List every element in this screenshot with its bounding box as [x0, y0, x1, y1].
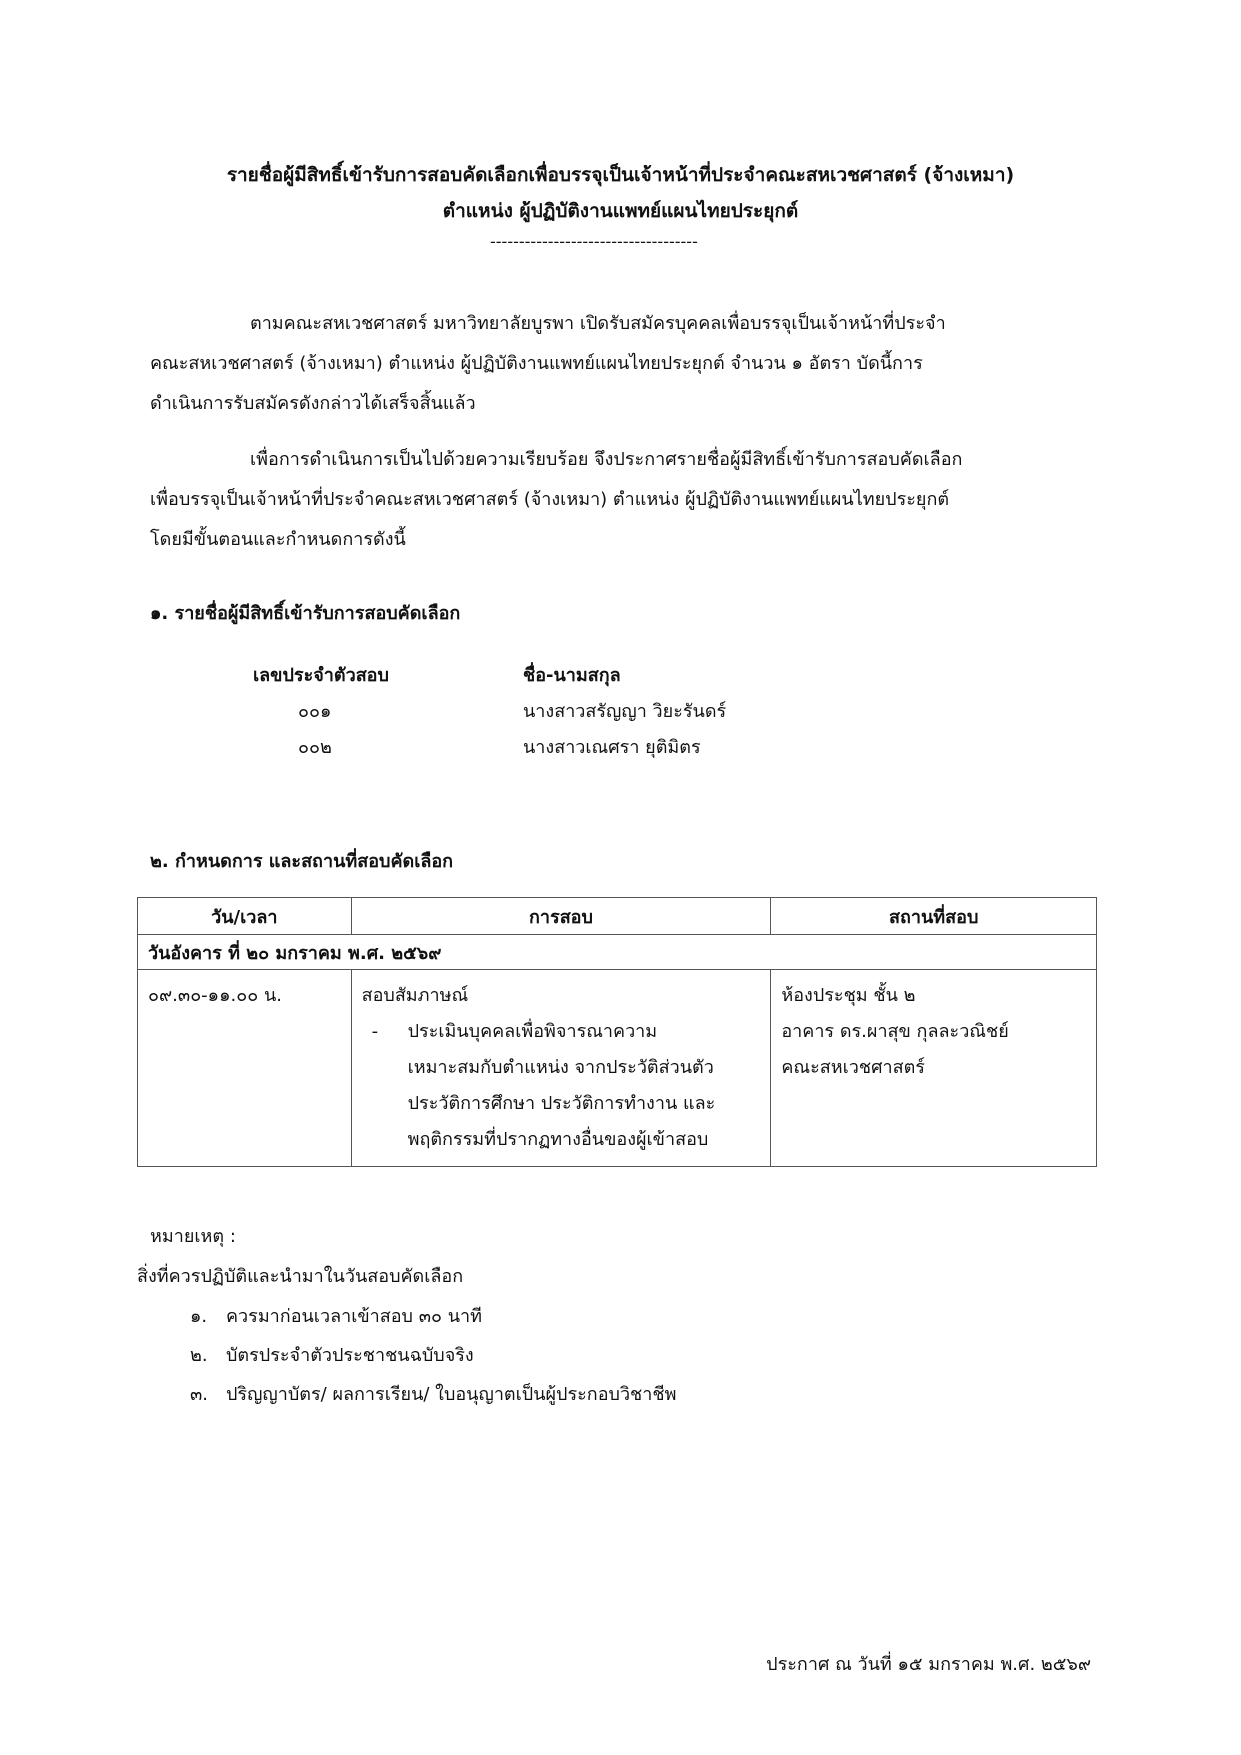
col-header-exam: การสอบ	[351, 898, 771, 935]
note-text: ควรมาก่อนเวลาเข้าสอบ ๓๐ นาที	[226, 1306, 482, 1327]
exam-day: วันอังคาร ที่ ๒๐ มกราคม พ.ศ. ๒๕๖๙	[138, 935, 1097, 970]
col-header-datetime: วัน/เวลา	[138, 898, 352, 935]
announcement-date: ประกาศ ณ วันที่ ๑๕ มกราคม พ.ศ. ๒๕๖๙	[766, 1654, 1091, 1675]
note-number: ๑.	[190, 1306, 208, 1327]
place-line: คณะสหเวชศาสตร์	[781, 1057, 925, 1078]
exam-place	[771, 970, 1097, 1167]
intro-p1-line: คณะสหเวชศาสตร์ (จ้างเหมา) ตำแหน่ง ผู้ปฏิบัติงานแพทย์แผนไทยประยุกต์ จำนวน ๑ อัตรา บัดนี้การ	[150, 353, 923, 374]
document-title-line2: ตำแหน่ง ผู้ปฏิบัติงานแพทย์แผนไทยประยุกต์	[442, 200, 799, 222]
candidate-name: นางสาวเณศรา ยุติมิตร	[523, 737, 701, 758]
intro-paragraph-2	[150, 440, 1090, 560]
document-title-line1: รายชื่อผู้มีสิทธิ์เข้ารับการสอบคัดเลือกเพื่อบรรจุเป็นเจ้าหน้าที่ประจำคณะสหเวชศาสตร์ (จ้างเหมา)	[226, 164, 1015, 186]
intro-p1-line: ดำเนินการรับสมัครดังกล่าวได้เสร็จสิ้นแล้ว	[150, 393, 476, 414]
table-day-row	[138, 935, 1097, 970]
bullet-text	[408, 1014, 761, 1158]
candidate-id-header: เลขประจำตัวสอบ	[253, 665, 389, 686]
section1-heading: ๑. รายชื่อผู้มีสิทธิ์เข้ารับการสอบคัดเลือก	[150, 603, 461, 624]
note-number: ๒.	[190, 1345, 208, 1366]
notes-intro: สิ่งที่ควรปฏิบัติและนำมาในวันสอบคัดเลือก	[137, 1266, 464, 1287]
exam-details	[351, 970, 771, 1167]
note-number: ๓.	[190, 1384, 209, 1405]
table-row	[138, 970, 1097, 1167]
place-line: อาคาร ดร.ผาสุข กุลละวณิชย์	[781, 1021, 1009, 1042]
bullet-dash: -	[371, 1021, 379, 1042]
candidate-name-header: ชื่อ-นามสกุล	[523, 665, 621, 686]
intro-p2-line: เพื่อบรรจุเป็นเจ้าหน้าที่ประจำคณะสหเวชศาสตร์ (จ้างเหมา) ตำแหน่ง ผู้ปฏิบัติงานแพทย์แผนไทยประยุกต์	[150, 489, 950, 510]
section2-heading: ๒. กำหนดการ และสถานที่สอบคัดเลือก	[150, 851, 454, 872]
note-text: ปริญญาบัตร/ ผลการเรียน/ ใบอนุญาตเป็นผู้ประกอบวิชาชีพ	[226, 1384, 677, 1405]
intro-p2-line: โดยมีขั้นตอนและกำหนดการดังนี้	[150, 529, 406, 550]
notes-label: หมายเหตุ :	[150, 1226, 236, 1247]
exam-bullet	[362, 1014, 761, 1158]
exam-title: สอบสัมภาษณ์	[361, 985, 469, 1006]
exam-time: ๐๙.๓๐-๑๑.๐๐ น.	[138, 970, 352, 1167]
bullet-line: พฤติกรรมที่ปรากฏทางอื่นของผู้เข้าสอบ	[407, 1129, 709, 1150]
note-text: บัตรประจำตัวประชาชนฉบับจริง	[226, 1345, 474, 1366]
title-separator: ------------------------------------	[490, 232, 698, 251]
table-header-row	[138, 898, 1097, 935]
intro-p1-line: ตามคณะสหเวชศาสตร์ มหาวิทยาลัยบูรพา เปิดรับสมัครบุคคลเพื่อบรรจุเป็นเจ้าหน้าที่ประจำ	[250, 313, 946, 334]
place-line: ห้องประชุม ชั้น ๒	[781, 985, 916, 1006]
bullet-line: ประวัติการศึกษา ประวัติการทำงาน และ	[407, 1093, 716, 1114]
intro-paragraph-1	[150, 304, 1090, 424]
candidate-id: ๐๐๒	[298, 737, 332, 758]
candidate-name: นางสาวสรัญญา วิยะรันดร์	[523, 701, 727, 722]
bullet-line: ประเมินบุคคลเพื่อพิจารณาความ	[407, 1021, 658, 1042]
schedule-table	[137, 897, 1097, 1167]
candidate-id: ๐๐๑	[298, 701, 332, 722]
col-header-place: สถานที่สอบ	[771, 898, 1097, 935]
bullet-line: เหมาะสมกับตำแหน่ง จากประวัติส่วนตัว	[407, 1057, 714, 1078]
intro-p2-line: เพื่อการดำเนินการเป็นไปด้วยความเรียบร้อย จึงประกาศรายชื่อผู้มีสิทธิ์เข้ารับการสอบคัดเลือก	[250, 449, 963, 470]
